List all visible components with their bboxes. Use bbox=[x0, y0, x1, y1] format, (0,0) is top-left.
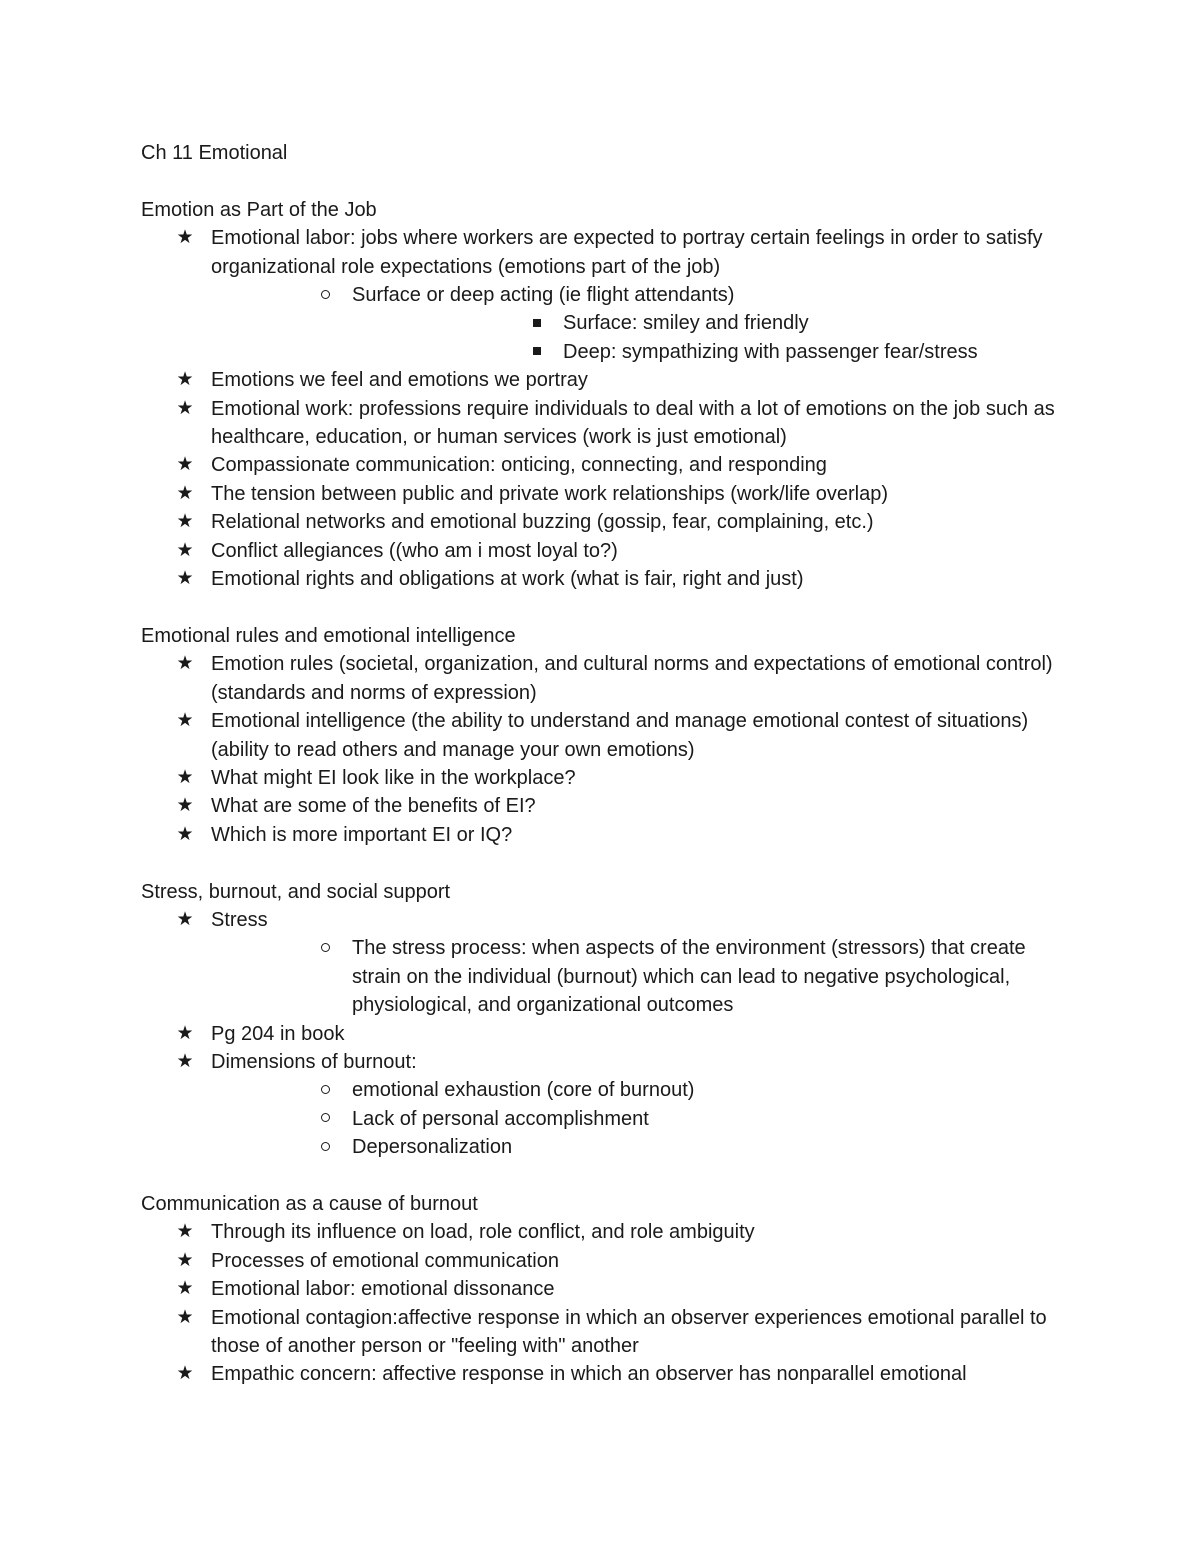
bullet-list bbox=[141, 650, 1061, 849]
list-item-text: Emotional labor: jobs where workers are expected to portray certain feelings in order to satisfy organizational role expectations (emotions part of the job) bbox=[211, 227, 1043, 278]
bullet-list bbox=[141, 906, 1061, 1162]
star-icon: ★ bbox=[176, 397, 194, 419]
section-heading: Stress, burnout, and social support bbox=[141, 880, 451, 903]
sub-list bbox=[211, 934, 1061, 1019]
hollow-circle-icon bbox=[315, 934, 335, 962]
section-heading: Emotion as Part of the Job bbox=[141, 198, 377, 221]
document-body bbox=[141, 139, 1061, 1389]
section-communication-burnout bbox=[141, 1190, 1061, 1389]
section-emotional-rules bbox=[141, 622, 1061, 849]
list-item-text: Compassionate communication: onticing, connecting, and responding bbox=[211, 454, 827, 477]
bullet-list bbox=[141, 1218, 1061, 1388]
sub-list-item-text: The stress process: when aspects of the environment (stressors) that create strain on the individual (burnout) which can lead to negative psychological, physiological, and organizational outcomes bbox=[352, 937, 1026, 1017]
star-icon: ★ bbox=[176, 1022, 194, 1044]
star-icon: ★ bbox=[176, 653, 194, 675]
star-icon: ★ bbox=[176, 1306, 194, 1328]
hollow-circle-icon bbox=[315, 281, 335, 309]
star-icon: ★ bbox=[176, 1050, 194, 1072]
sub-list bbox=[211, 1076, 1061, 1161]
sub-sub-list bbox=[352, 309, 1061, 366]
hollow-circle-icon bbox=[315, 1133, 335, 1161]
list-item bbox=[141, 366, 1061, 394]
section-heading: Communication as a cause of burnout bbox=[141, 1192, 478, 1215]
sub-sub-list-item bbox=[352, 338, 1061, 366]
list-item-text: Pg 204 in book bbox=[211, 1022, 345, 1045]
sub-list-item bbox=[211, 1076, 1061, 1104]
list-item-text: Emotional rights and obligations at work (what is fair, right and just) bbox=[211, 568, 804, 591]
spacer bbox=[141, 849, 1061, 877]
list-item bbox=[141, 565, 1061, 593]
star-icon: ★ bbox=[176, 1249, 194, 1271]
list-item bbox=[141, 1218, 1061, 1246]
spacer bbox=[141, 593, 1061, 621]
sub-list-item bbox=[211, 934, 1061, 1019]
star-icon: ★ bbox=[176, 511, 194, 533]
star-icon: ★ bbox=[176, 482, 194, 504]
list-item-text: Emotional contagion:affective response in which an observer experiences emotional parallel to those of another person or "feeling with" another bbox=[211, 1306, 1047, 1357]
star-icon: ★ bbox=[176, 539, 194, 561]
list-item-text: Emotion rules (societal, organization, and cultural norms and expectations of emotional control) (standards and norms of expression) bbox=[211, 653, 1053, 704]
star-icon: ★ bbox=[176, 369, 194, 391]
star-icon: ★ bbox=[176, 227, 194, 249]
filled-square-icon bbox=[527, 309, 547, 337]
list-item bbox=[141, 1275, 1061, 1303]
list-item bbox=[141, 707, 1061, 764]
list-item-text: The tension between public and private work relationships (work/life overlap) bbox=[211, 482, 889, 505]
sub-list-item-text: emotional exhaustion (core of burnout) bbox=[352, 1079, 695, 1102]
list-item bbox=[141, 764, 1061, 792]
list-item-text: Which is more important EI or IQ? bbox=[211, 823, 513, 846]
list-item bbox=[141, 1020, 1061, 1048]
sub-list-item-text: Depersonalization bbox=[352, 1136, 513, 1159]
list-item bbox=[141, 480, 1061, 508]
star-icon: ★ bbox=[176, 1221, 194, 1243]
sub-list-item bbox=[211, 1133, 1061, 1161]
list-item bbox=[141, 224, 1061, 366]
star-icon: ★ bbox=[176, 766, 194, 788]
hollow-circle-icon bbox=[315, 1076, 335, 1104]
list-item-text: Empathic concern: affective response in which an observer has nonparallel emotional bbox=[211, 1363, 967, 1386]
hollow-circle-icon bbox=[315, 1105, 335, 1133]
list-item-text: Relational networks and emotional buzzing (gossip, fear, complaining, etc.) bbox=[211, 511, 874, 534]
list-item bbox=[141, 1247, 1061, 1275]
sub-list bbox=[211, 281, 1061, 366]
list-item bbox=[141, 650, 1061, 707]
list-item-text: Emotional labor: emotional dissonance bbox=[211, 1278, 555, 1301]
list-item bbox=[141, 1360, 1061, 1388]
list-item bbox=[141, 821, 1061, 849]
list-item bbox=[141, 792, 1061, 820]
star-icon: ★ bbox=[176, 454, 194, 476]
filled-square-icon bbox=[527, 338, 547, 366]
section-stress-burnout bbox=[141, 878, 1061, 1162]
list-item-text: Emotions we feel and emotions we portray bbox=[211, 369, 588, 392]
bullet-list bbox=[141, 224, 1061, 593]
list-item-text: Dimensions of burnout: bbox=[211, 1050, 417, 1073]
star-icon: ★ bbox=[176, 1363, 194, 1385]
document-title: Ch 11 Emotional bbox=[141, 142, 288, 164]
list-item-text: What might EI look like in the workplace? bbox=[211, 766, 576, 789]
star-icon: ★ bbox=[176, 908, 194, 930]
list-item bbox=[141, 1304, 1061, 1361]
sub-list-item bbox=[211, 281, 1061, 366]
list-item-text: Emotional intelligence (the ability to understand and manage emotional contest of situations) (ability to read others and manage your own emotions) bbox=[211, 710, 1029, 761]
star-icon: ★ bbox=[176, 1278, 194, 1300]
star-icon: ★ bbox=[176, 710, 194, 732]
list-item bbox=[141, 906, 1061, 1020]
section-emotion-as-part-of-the-job bbox=[141, 196, 1061, 594]
list-item bbox=[141, 508, 1061, 536]
sub-list-item bbox=[211, 1105, 1061, 1133]
list-item bbox=[141, 1048, 1061, 1162]
spacer bbox=[141, 1162, 1061, 1190]
sub-list-item-text: Surface or deep acting (ie flight attendants) bbox=[352, 284, 735, 307]
list-item-text: Processes of emotional communication bbox=[211, 1249, 559, 1272]
section-heading: Emotional rules and emotional intelligence bbox=[141, 624, 516, 647]
list-item-text: What are some of the benefits of EI? bbox=[211, 795, 536, 818]
sub-sub-list-item-text: Surface: smiley and friendly bbox=[563, 312, 809, 335]
sub-sub-list-item-text: Deep: sympathizing with passenger fear/stress bbox=[563, 340, 978, 363]
list-item bbox=[141, 451, 1061, 479]
star-icon: ★ bbox=[176, 568, 194, 590]
list-item bbox=[141, 537, 1061, 565]
star-icon: ★ bbox=[176, 823, 194, 845]
spacer bbox=[141, 167, 1061, 195]
list-item-text: Stress bbox=[211, 908, 268, 931]
list-item-text: Through its influence on load, role conflict, and role ambiguity bbox=[211, 1221, 755, 1244]
star-icon: ★ bbox=[176, 795, 194, 817]
sub-sub-list-item bbox=[352, 309, 1061, 337]
list-item bbox=[141, 395, 1061, 452]
list-item-text: Emotional work: professions require individuals to deal with a lot of emotions on the job such as healthcare, education, or human services (work is just emotional) bbox=[211, 397, 1055, 449]
list-item-text: Conflict allegiances ((who am i most loyal to?) bbox=[211, 539, 618, 562]
sub-list-item-text: Lack of personal accomplishment bbox=[352, 1107, 649, 1130]
